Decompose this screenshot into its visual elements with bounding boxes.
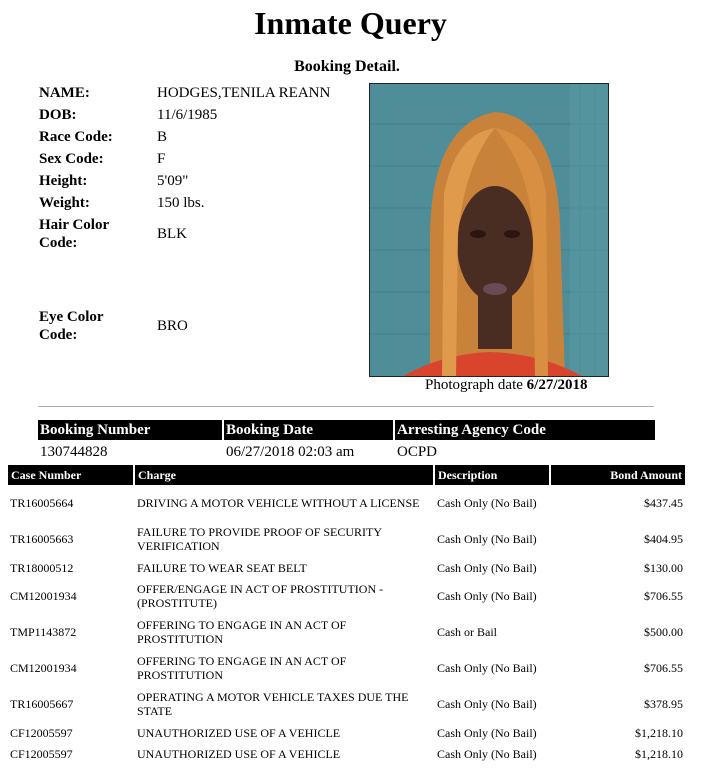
weight-value: 150 lbs. <box>157 195 205 211</box>
photograph-date-label: Photograph date <box>425 377 523 393</box>
page-title: Inmate Query <box>254 5 447 41</box>
charge: OPERATING A MOTOR VEHICLE TAXES DUE THE STATE <box>137 690 409 718</box>
case-number: TR16005663 <box>10 532 74 546</box>
photograph-date-value: 6/27/2018 <box>526 377 588 393</box>
arresting-agency-header: Arresting Agency Code <box>395 420 655 440</box>
arresting-agency-value: OCPD <box>397 444 438 460</box>
bond-amount: $500.00 <box>644 625 683 639</box>
charge-row <box>8 614 685 650</box>
race-value: B <box>157 129 168 145</box>
description: Cash Only (No Bail) <box>437 746 537 761</box>
description-header: Description <box>435 465 549 485</box>
charge: OFFERING TO ENGAGE IN AN ACT OF PROSTITUTION <box>137 618 347 646</box>
booking-date-value: 06/27/2018 02:03 am <box>226 444 355 460</box>
case-number-header: Case Number <box>8 465 133 485</box>
charge-row <box>8 521 685 557</box>
bond-amount: $1,218.10 <box>635 725 683 740</box>
charge: FAILURE TO PROVIDE PROOF OF SECURITY VERIFICATION <box>137 525 382 553</box>
sex-label: Sex Code: <box>39 151 104 167</box>
page-subtitle: Booking Detail. <box>294 58 400 75</box>
bond-amount: $378.95 <box>644 697 683 711</box>
charge: OFFERING TO ENGAGE IN AN ACT OF PROSTITUTION <box>137 654 347 682</box>
section-divider <box>38 406 654 407</box>
eye-label: Eye Color Code: <box>39 309 104 343</box>
bond-amount: $706.55 <box>644 589 683 603</box>
case-number: CF12005597 <box>10 746 73 761</box>
charge: UNAUTHORIZED USE OF A VEHICLE <box>137 725 341 740</box>
bond-amount: $404.95 <box>644 532 683 546</box>
charge-row <box>8 557 685 578</box>
charge-row <box>8 722 685 743</box>
charge-header: Charge <box>135 465 433 485</box>
charge-row <box>8 578 685 614</box>
height-value: 5'09" <box>157 173 189 189</box>
height-label: Height: <box>39 173 88 189</box>
description: Cash Only (No Bail) <box>437 560 537 575</box>
booking-number-header: Booking Number <box>38 420 222 440</box>
portrait-image <box>370 84 609 377</box>
charges-header-row <box>8 465 685 485</box>
bond-amount: $130.00 <box>644 560 683 575</box>
description: Cash Only (No Bail) <box>437 697 537 711</box>
name-label: NAME: <box>39 85 90 101</box>
hair-label: Hair Color Code: <box>39 217 109 251</box>
name-value: HODGES,TENILA REANN <box>157 85 331 101</box>
booking-date-header: Booking Date <box>224 420 393 440</box>
description: Cash Only (No Bail) <box>437 532 537 546</box>
charge-row <box>8 650 685 686</box>
charge: OFFER/ENGAGE IN ACT OF PROSTITUTION - (PROSTITUTE) <box>137 582 384 610</box>
charge: FAILURE TO WEAR SEAT BELT <box>137 560 307 575</box>
case-number: CM12001934 <box>10 589 77 603</box>
case-number: TR18000512 <box>10 560 74 575</box>
bond-amount: $706.55 <box>644 661 683 675</box>
charge-row <box>8 485 685 521</box>
description: Cash Only (No Bail) <box>437 589 537 603</box>
dob-value: 11/6/1985 <box>157 107 218 123</box>
hair-value: BLK <box>157 226 187 242</box>
case-number: CF12005597 <box>10 725 73 740</box>
case-number: TMP1143872 <box>10 625 77 639</box>
bond-amount: $437.45 <box>644 496 683 510</box>
charge: UNAUTHORIZED USE OF A VEHICLE <box>137 746 341 761</box>
charges-table <box>6 465 687 764</box>
race-label: Race Code: <box>39 129 113 145</box>
booking-number-value: 130744828 <box>40 444 108 460</box>
booking-photo <box>369 83 609 377</box>
case-number: CM12001934 <box>10 661 77 675</box>
case-number: TR16005667 <box>10 697 74 711</box>
weight-label: Weight: <box>39 195 90 211</box>
description: Cash or Bail <box>437 625 497 639</box>
bond-amount-header: Bond Amount <box>551 465 685 485</box>
charge-row <box>8 686 685 722</box>
description: Cash Only (No Bail) <box>437 661 537 675</box>
charge-row <box>8 743 685 764</box>
bond-amount: $1,218.10 <box>635 746 683 761</box>
dob-label: DOB: <box>39 107 77 123</box>
charge: DRIVING A MOTOR VEHICLE WITHOUT A LICENSE <box>137 496 420 510</box>
description: Cash Only (No Bail) <box>437 496 537 510</box>
eye-value: BRO <box>157 318 188 334</box>
description: Cash Only (No Bail) <box>437 725 537 740</box>
case-number: TR16005664 <box>10 496 74 510</box>
photograph-date <box>425 376 588 394</box>
sex-value: F <box>157 151 166 167</box>
